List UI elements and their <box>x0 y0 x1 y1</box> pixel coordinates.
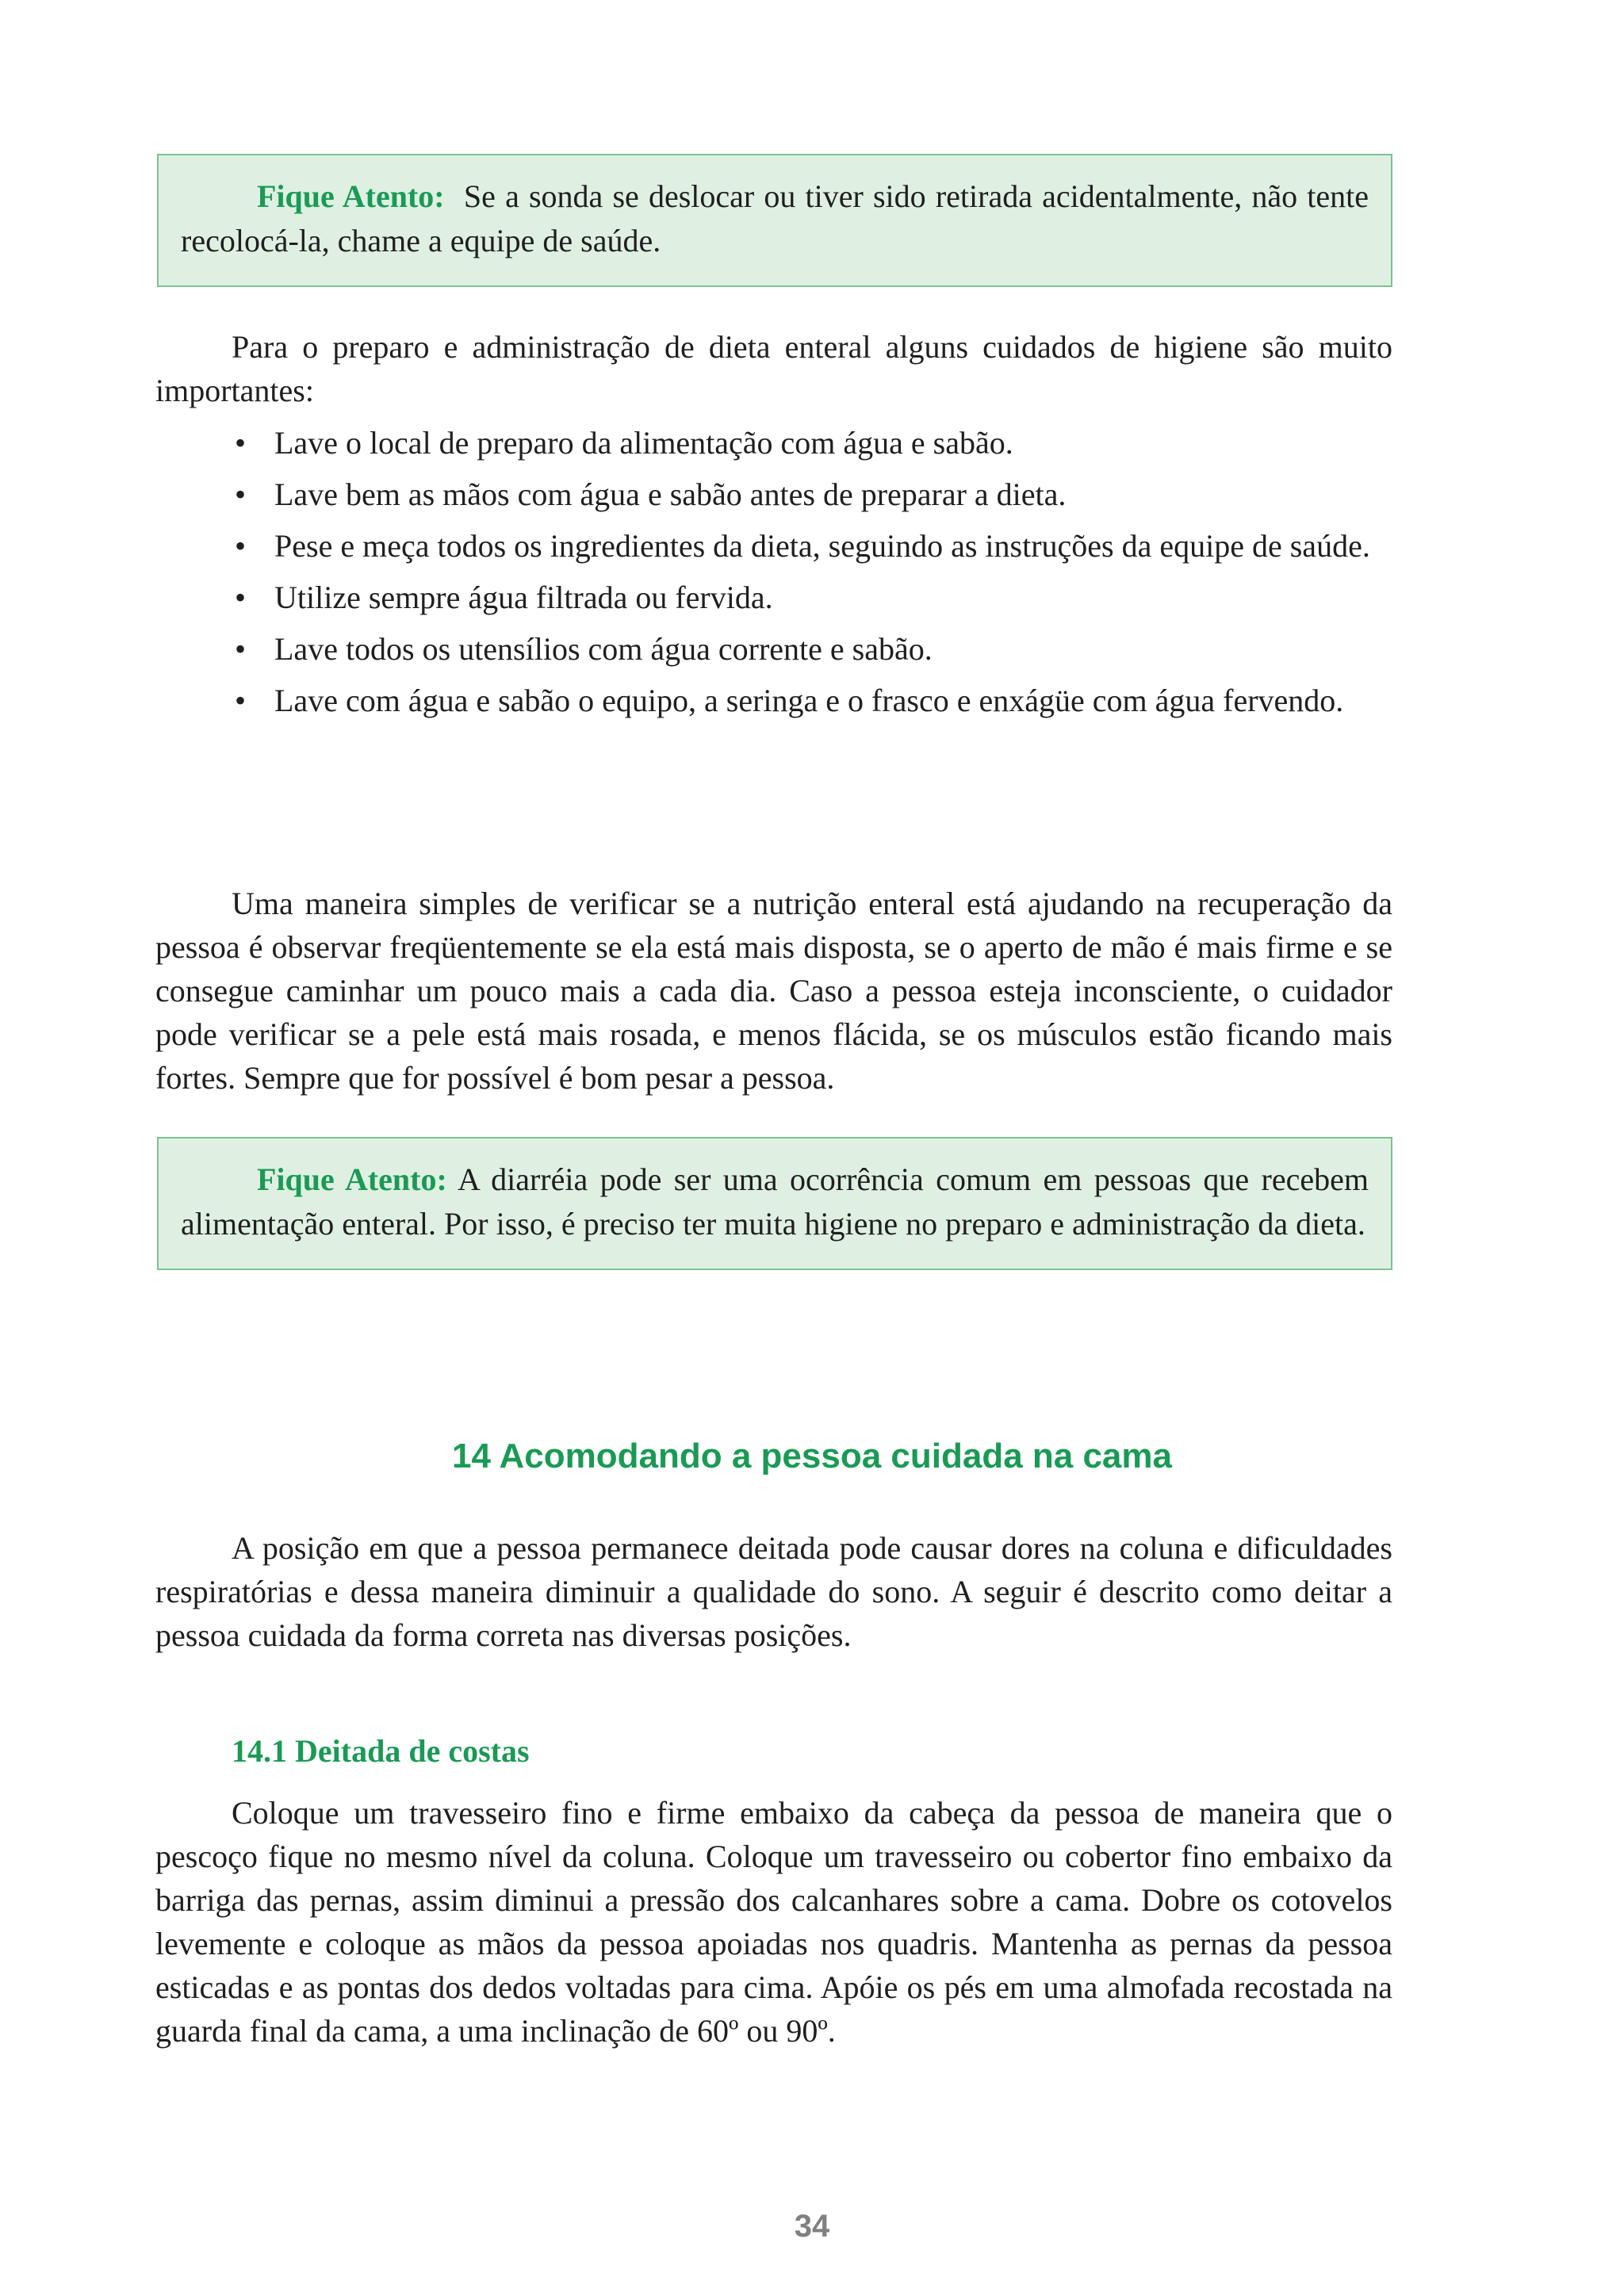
list-item: • Lave todos os utensílios com água corrente e sabão. <box>155 627 1392 671</box>
hygiene-bullet-list <box>155 421 1392 730</box>
callout-2-label: Fique Atento: <box>257 1161 447 1197</box>
section-heading: 14 Acomodando a pessoa cuidada na cama <box>451 1437 1172 1475</box>
list-item: • Utilize sempre água filtrada ou fervida. <box>155 576 1392 619</box>
bullet-icon: • <box>235 683 247 718</box>
section-paragraph: A posição em que a pessoa permanece deitada pode causar dores na coluna e dificuldades respiratórias e dessa maneira diminuir a qualidade do sono. A seguir é descrito como deitar a pessoa cuidada da forma correta nas diversas posições. <box>155 1530 1392 1653</box>
callout-1-text: Se a sonda se deslocar ou tiver sido retirada acidentalmente, não tente recolocá-la, chame a equipe de saúde. <box>181 178 1369 258</box>
warning-callout-2 <box>157 1137 1392 1270</box>
bullet-icon: • <box>235 476 247 512</box>
list-item: • Lave bem as mãos com água e sabão antes de preparar a dieta. <box>155 473 1392 516</box>
callout-2-body <box>181 1158 1369 1246</box>
subsection-paragraph: Coloque um travesseiro fino e firme embaixo da cabeça da pessoa de maneira que o pescoço fique no mesmo nível da coluna. Coloque um travesseiro ou cobertor fino embaixo da barriga das pernas, assim diminui a pressão dos calcanhares sobre a cama. Dobre os cotovelos levemente e coloque as mãos da pessoa apoiadas nos quadris. Mantenha as pernas da pessoa esticadas e as pontas dos dedos voltadas para cima. Apóie os pés em uma almofada recostada na guarda final da cama, a uma inclinação de 60º ou 90º. <box>155 1795 1392 2049</box>
list-item: • Pese e meça todos os ingredientes da dieta, seguindo as instruções da equipe de saúde. <box>155 524 1392 568</box>
list-item: • Lave com água e sabão o equipo, a seringa e o frasco e enxágüe com água fervendo. <box>155 679 1392 722</box>
callout-1-label: Fique Atento: <box>257 178 445 214</box>
callout-1-body <box>181 174 1369 263</box>
callout-2-text: A diarréia pode ser uma ocorrência comum em pessoas que recebem alimentação enteral. Por isso, é preciso ter muita higiene no preparo e administração da dieta. <box>181 1161 1369 1242</box>
subsection-heading: 14.1 Deitada de costas <box>232 1733 530 1769</box>
recovery-paragraph: Uma maneira simples de verificar se a nutrição enteral está ajudando na recuperação da pessoa é observar freqüentemente se ela está mais disposta, se o aperto de mão é mais firme e se consegue caminhar um pouco mais a cada dia. Caso a pessoa esteja inconsciente, o cuidador pode verificar se a pele está mais rosada, e menos flácida, se os músculos estão ficando mais fortes. Sempre que for possível é bom pesar a pessoa. <box>155 886 1392 1096</box>
intro-paragraph: Para o preparo e administração de dieta enteral alguns cuidados de higiene são muito importantes: <box>155 329 1392 408</box>
bullet-icon: • <box>235 580 247 615</box>
bullet-icon: • <box>235 425 247 461</box>
bullet-icon: • <box>235 631 247 667</box>
list-item: • Lave o local de preparo da alimentação com água e sabão. <box>155 421 1392 465</box>
page-number: 34 <box>794 2209 830 2244</box>
warning-callout-1 <box>157 154 1392 287</box>
bullet-icon: • <box>235 528 247 564</box>
